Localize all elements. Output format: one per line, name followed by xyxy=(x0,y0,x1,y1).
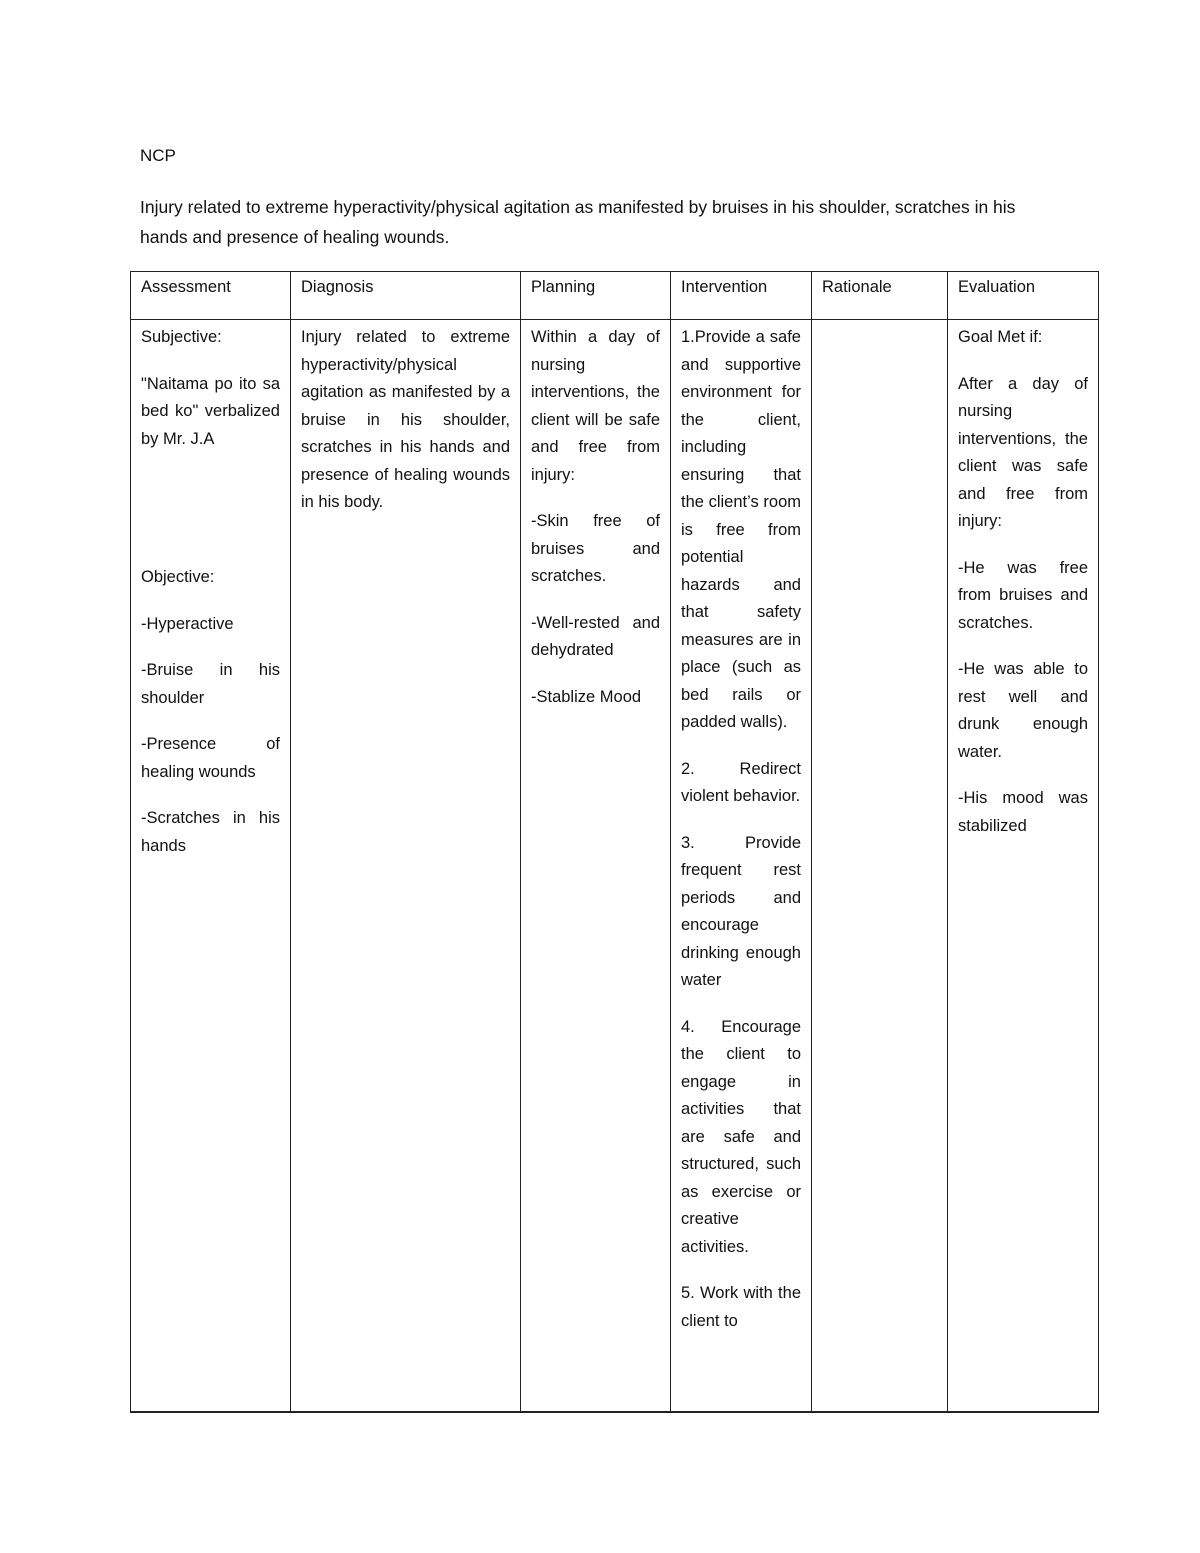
header-intervention: Intervention xyxy=(671,272,812,320)
subjective-label: Subjective: xyxy=(141,328,222,346)
objective-item: -Presence of healing wounds xyxy=(141,735,280,781)
intervention-item: 2. Redirect violent behavior. xyxy=(681,759,801,805)
header-planning: Planning xyxy=(521,272,671,320)
header-rationale: Rationale xyxy=(812,272,948,320)
header-row xyxy=(131,272,1099,320)
planning-item: -Skin free of bruises and scratches. xyxy=(531,512,660,585)
content-row xyxy=(131,320,1099,1412)
ncp-table xyxy=(130,271,1099,1413)
objective-item: -Hyperactive xyxy=(141,614,234,633)
intervention-item: 3. Provide frequent rest periods and encourage drinking enough water xyxy=(681,833,801,989)
evaluation-item: -His mood was stabilized xyxy=(958,789,1088,835)
assessment-cell xyxy=(131,320,291,1412)
subjective-quote: "Naitama po ito sa bed ko" verbalized by Mr. J.A xyxy=(141,374,280,448)
intervention-cell xyxy=(671,320,812,1412)
intervention-item: 1.Provide a safe and supportive environment for the client, including ensuring that the client’s room is free from potential hazards and that safety measures are in place (such as bed rails or padded walls). xyxy=(681,328,801,731)
header-assessment: Assessment xyxy=(131,272,291,320)
objective-item: -Bruise in his shoulder xyxy=(141,661,280,707)
diagnosis-cell xyxy=(291,320,521,1412)
document-title: NCP xyxy=(140,146,176,165)
planning-intro: Within a day of nursing interventions, the client will be safe and free from injury: xyxy=(531,328,660,484)
objective-item: -Scratches in his hands xyxy=(141,809,280,855)
intervention-item: 5. Work with the client to xyxy=(681,1284,801,1330)
evaluation-intro: After a day of nursing interventions, the client was safe and free from injury: xyxy=(958,374,1088,530)
intervention-item: 4. Encourage the client to engage in activities that are safe and structured, such as exercise or creative activities. xyxy=(681,1017,801,1256)
header-diagnosis: Diagnosis xyxy=(291,272,521,320)
evaluation-item: -He was free from bruises and scratches. xyxy=(958,558,1088,632)
diagnosis-text: Injury related to extreme hyperactivity/physical agitation as manifested by a bruise in his shoulder, scratches in his hands and presence of healing wounds in his body. xyxy=(301,328,510,511)
evaluation-label: Goal Met if: xyxy=(958,328,1043,346)
planning-cell xyxy=(521,320,671,1412)
objective-label: Objective: xyxy=(141,568,215,586)
planning-item: -Stablize Mood xyxy=(531,687,642,706)
header-evaluation: Evaluation xyxy=(948,272,1099,320)
planning-item: -Well-rested and dehydrated xyxy=(531,613,660,659)
rationale-cell xyxy=(812,320,948,1412)
evaluation-item: -He was able to rest well and drunk enough water. xyxy=(958,660,1088,761)
document-heading: Injury related to extreme hyperactivity/physical agitation as manifested by bruises in his shoulder, scratches in his hands and presence of healing wounds. xyxy=(140,197,1016,247)
evaluation-cell xyxy=(948,320,1099,1412)
assessment-spacer xyxy=(141,472,280,564)
